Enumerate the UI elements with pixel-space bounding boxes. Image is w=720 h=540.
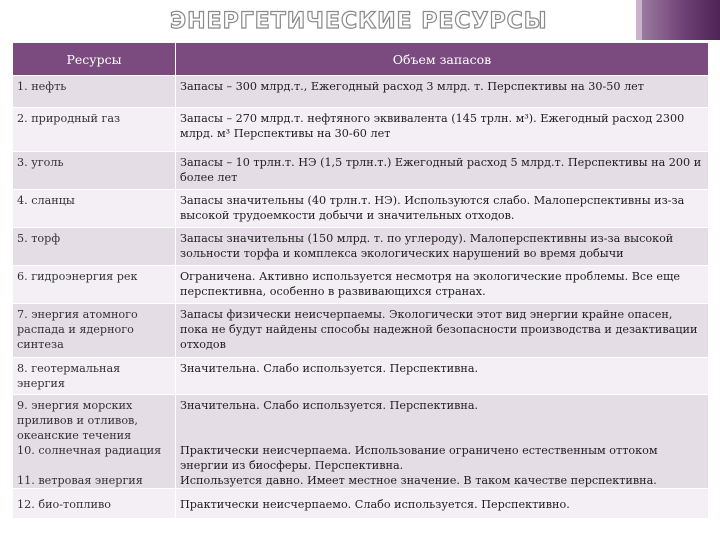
resource-cell: 4. сланцы bbox=[13, 190, 176, 228]
table-header-row bbox=[13, 43, 709, 76]
header-resource: Ресурсы bbox=[13, 43, 176, 76]
volume-cell: Значительна. Слабо используется. Перспективна. bbox=[176, 358, 709, 395]
volume-cell: Запасы значительны (150 млрд. т. по углероду). Малоперспективны из-за высокой зольности торфа и комплекса экологических нарушений во время добычи bbox=[176, 228, 709, 266]
volume-cell: Используется давно. Имеет местное значение. В таком качестве перспективна. bbox=[180, 474, 657, 487]
resource-cell: 12. био-топливо bbox=[13, 489, 176, 519]
table-row bbox=[13, 395, 709, 489]
header-volume: Объем запасов bbox=[176, 43, 709, 76]
volume-cell-group bbox=[176, 395, 709, 489]
volume-cell: Практически неисчерпаемо. Слабо используется. Перспективно. bbox=[176, 489, 709, 519]
resource-cell: 5. торф bbox=[13, 228, 176, 266]
volume-cell: Запасы физически неисчерпаемы. Экологически этот вид энергии крайне опасен, пока не будут найдены способы надежной безопасности производства и дезактивации отходов bbox=[176, 304, 709, 358]
resource-cell: 2. природный газ bbox=[13, 108, 176, 152]
table-row bbox=[13, 76, 709, 108]
volume-cell: Запасы – 10 трлн.т. НЭ (1,5 трлн.т.) Ежегодный расход 5 млрд.т. Перспективы на 200 и более лет bbox=[176, 152, 709, 190]
resource-cell-group bbox=[13, 395, 176, 489]
resource-cell: 1. нефть bbox=[13, 76, 176, 108]
table-row bbox=[13, 304, 709, 358]
table-row bbox=[13, 152, 709, 190]
resource-cell: 10. солнечная радиация bbox=[17, 444, 162, 457]
resource-cell: 7. энергия атомного распада и ядерного синтеза bbox=[13, 304, 176, 358]
resource-cell: 11. ветровая энергия bbox=[17, 474, 143, 487]
resource-cell: 8. геотермальная энергия bbox=[13, 358, 176, 395]
page-title: ЭНЕРГЕТИЧЕСКИЕ РЕСУРСЫ bbox=[170, 9, 548, 34]
table-row bbox=[13, 228, 709, 266]
volume-cell: Запасы – 300 млрд.т., Ежегодный расход 3 млрд. т. Перспективы на 30-50 лет bbox=[176, 76, 709, 108]
volume-cell: Ограничена. Активно используется несмотря на экологические проблемы. Все еще перспективна, особенно в развивающихся странах. bbox=[176, 266, 709, 304]
resource-cell: 9. энергия морских приливов и отливов, океанские течения bbox=[17, 399, 138, 442]
energy-resources-table bbox=[12, 42, 709, 519]
resource-cell: 6. гидроэнергия рек bbox=[13, 266, 176, 304]
table-row bbox=[13, 358, 709, 395]
volume-cell: Запасы значительны (40 трлн.т. НЭ). Используются слабо. Малоперспективны из-за высокой трудоемкости добычи и значительных отходов. bbox=[176, 190, 709, 228]
table-row bbox=[13, 190, 709, 228]
decorative-corner-block bbox=[642, 0, 720, 40]
resource-cell: 3. уголь bbox=[13, 152, 176, 190]
volume-cell: Значительна. Слабо используется. Перспективна. bbox=[180, 399, 479, 412]
volume-cell: Запасы – 270 млрд.т. нефтяного эквивалента (145 трлн. м³). Ежегодный расход 2300 млрд. м³ Перспективы на 30-60 лет bbox=[176, 108, 709, 152]
table-row bbox=[13, 108, 709, 152]
volume-cell: Практически неисчерпаема. Использование ограничено естественным оттоком энергии из биосферы. Перспективна. bbox=[180, 444, 658, 472]
table-row bbox=[13, 266, 709, 304]
table-row bbox=[13, 489, 709, 519]
